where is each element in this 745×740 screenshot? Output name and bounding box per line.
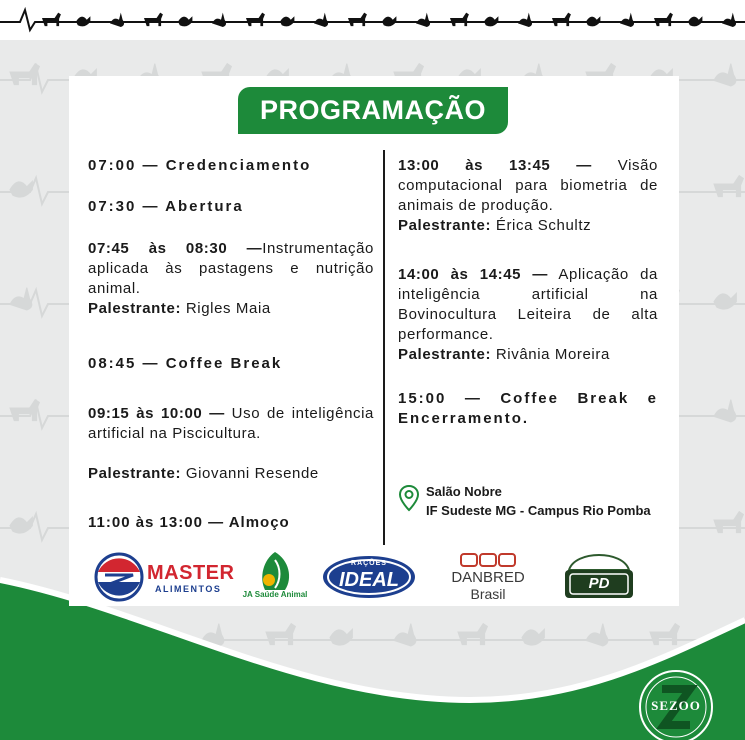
animal-silhouette xyxy=(714,512,743,533)
animal-silhouette xyxy=(688,16,702,26)
animal-silhouette xyxy=(586,16,600,26)
master-emblem-icon xyxy=(93,552,145,602)
item-time: 15:00 — Coffee Break e Encerramento. xyxy=(398,390,658,427)
animal-silhouette xyxy=(10,64,39,85)
animal-silhouette xyxy=(10,517,32,533)
animal-silhouette xyxy=(10,400,39,421)
animal-silhouette xyxy=(450,13,469,27)
animal-silhouette xyxy=(314,13,328,27)
animal-silhouette xyxy=(484,16,498,26)
item-time: 08:45 — Coffee Break xyxy=(88,355,283,372)
speaker-name: Rivânia Moreira xyxy=(495,346,610,363)
ideal-racoes-logo xyxy=(321,554,417,600)
animal-silhouette xyxy=(110,13,124,27)
animal-silhouette xyxy=(280,16,294,26)
schedule-item-coffee-break xyxy=(88,354,374,374)
schedule-item-instrumentacao xyxy=(88,239,374,299)
animal-silhouette xyxy=(518,13,532,27)
ja-saude-animal-logo xyxy=(239,550,311,602)
speaker-label: Palestrante: xyxy=(88,465,182,482)
sponsor-logos xyxy=(69,546,679,606)
speaker-erica xyxy=(398,216,658,236)
animal-silhouette xyxy=(714,400,736,422)
ideal-name: IDEAL xyxy=(339,569,399,591)
animal-silhouette xyxy=(246,13,265,27)
speaker-rivania xyxy=(398,345,658,365)
page-title: PROGRAMAÇÃO xyxy=(238,87,508,134)
animal-silhouette xyxy=(42,13,61,27)
schedule-item-credenciamento xyxy=(88,156,374,176)
schedule-item-visao xyxy=(398,156,658,216)
item-time: 11:00 às 13:00 — Almoço xyxy=(88,514,290,531)
animal-silhouette xyxy=(348,13,367,27)
speaker-name: Giovanni Resende xyxy=(185,465,319,482)
animal-silhouette xyxy=(10,288,32,310)
animal-silhouette xyxy=(552,13,571,27)
column-divider xyxy=(383,150,385,545)
animal-silhouette xyxy=(654,13,673,27)
venue-text xyxy=(426,482,686,520)
speaker-label: Palestrante: xyxy=(398,217,492,234)
schedule-item-piscicultura xyxy=(88,404,374,444)
animal-silhouette xyxy=(382,16,396,26)
pd-logo xyxy=(561,546,637,602)
speaker-rigles xyxy=(88,299,374,319)
item-time: 07:30 — Abertura xyxy=(88,198,244,215)
item-time: 09:15 às 10:00 — xyxy=(88,405,225,422)
animal-silhouette xyxy=(144,13,163,27)
master-name: MASTER xyxy=(147,562,235,584)
animal-silhouette xyxy=(178,16,192,26)
sezoo-logo xyxy=(636,667,716,740)
item-topic: Instrumentação aplicada às pastagens e nutrição animal. xyxy=(88,240,374,297)
location-pin-icon xyxy=(398,484,420,512)
danbred-pigs-icon xyxy=(460,552,516,568)
item-topic: Aplicação da inteligência artificial na Bovinocultura Leiteira de alta performance. xyxy=(398,266,659,343)
ideal-sub: RAÇÕES xyxy=(351,560,387,567)
item-topic: Visão computacional para biometria de animais de produção. xyxy=(398,157,658,214)
item-time: 07:45 às 08:30 — xyxy=(88,240,263,257)
animal-silhouette xyxy=(212,13,226,27)
animal-silhouette xyxy=(76,16,90,26)
pd-name: PD xyxy=(588,575,610,592)
item-time: 13:00 às 13:45 — xyxy=(398,157,592,174)
animal-silhouette xyxy=(714,293,736,309)
ja-name: JA Saúde Animal xyxy=(242,590,308,599)
schedule-item-abertura xyxy=(88,197,374,217)
sezoo-name: SEZOO xyxy=(651,698,701,713)
animal-silhouette xyxy=(10,181,32,197)
ecg-animals-banner xyxy=(0,0,745,40)
schedule-item-almoco xyxy=(88,513,374,533)
animal-silhouette xyxy=(714,176,743,197)
danbred-name: DANBRED xyxy=(451,569,525,586)
item-time: 07:00 — Credenciamento xyxy=(88,157,312,174)
speaker-giovanni xyxy=(88,464,374,484)
animal-silhouette xyxy=(722,13,736,27)
pd-emblem-icon xyxy=(561,546,637,602)
item-topic: Uso de inteligência artificial na Piscicultura. xyxy=(88,405,374,442)
animal-silhouette xyxy=(714,64,736,86)
danbred-brasil-logo xyxy=(445,552,531,604)
item-time: 14:00 às 14:45 — xyxy=(398,266,548,283)
danbred-sub: Brasil xyxy=(470,586,506,602)
animal-silhouette xyxy=(416,13,430,27)
top-animal-strip xyxy=(0,0,745,40)
venue-address: IF Sudeste MG - Campus Rio Pomba xyxy=(426,503,651,518)
schedule-item-bovinocultura xyxy=(398,265,658,345)
master-alimentos-logo xyxy=(93,552,233,602)
venue-name: Salão Nobre xyxy=(426,484,502,499)
speaker-name: Rigles Maia xyxy=(185,300,271,317)
speaker-name: Érica Schultz xyxy=(495,217,592,234)
schedule-item-encerramento xyxy=(398,389,658,429)
ja-leaf-icon xyxy=(245,550,305,592)
master-sub: ALIMENTOS xyxy=(155,584,222,594)
speaker-label: Palestrante: xyxy=(88,300,182,317)
speaker-label: Palestrante: xyxy=(398,346,492,363)
animal-silhouette xyxy=(620,13,634,27)
